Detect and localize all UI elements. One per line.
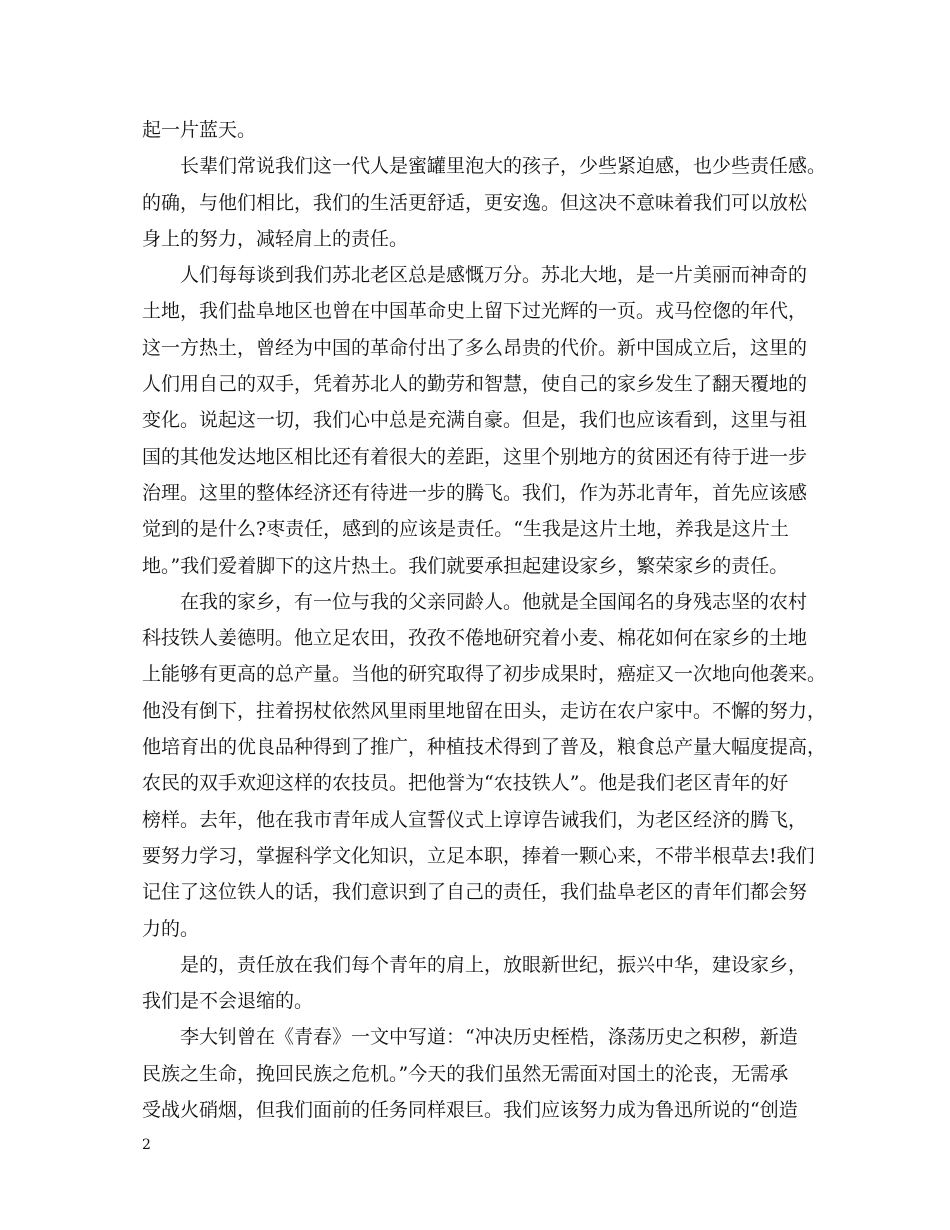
text-line: 力的。 [142,917,200,940]
text-line: 李大钊曾在《青春》一文中写道：“冲决历史桎梏，涤荡历史之积秽，新造 [180,1026,798,1049]
text-line: 变化。说起这一切，我们心中总是充满自豪。但是，我们也应该看到，这里与祖 [142,409,808,432]
text-line: 民族之生命，挽回民族之危机。”今天的我们虽然无需面对国土的沦丧，无需承 [142,1062,789,1085]
text-line: 治理。这里的整体经济还有待进一步的腾飞。我们，作为苏北青年，首先应该感 [142,481,808,504]
text-line: 我们是不会退缩的。 [142,990,314,1013]
text-line: 土地，我们盐阜地区也曾在中国革命史上留下过光辉的一页。戎马倥偬的年代， [142,300,808,323]
document-body [142,112,832,1128]
text-line: 这一方热土，曾经为中国的革命付出了多么昂贵的代价。新中国成立后，这里的 [142,336,808,359]
text-line: 人们用自己的双手，凭着苏北人的勤劳和智慧，使自己的家乡发生了翻天覆地的 [142,373,808,396]
text-line: 身上的努力，减轻肩上的责任。 [142,227,409,250]
text-line: 农民的双手欢迎这样的农技员。把他誉为“农技铁人”。他是我们老区青年的好 [142,772,789,795]
text-line: 他没有倒下，拄着拐杖依然风里雨里地留在田头，走访在农户家中。不懈的努力， [142,699,827,722]
text-line: 在我的家乡，有一位与我的父亲同龄人。他就是全国闻名的身残志坚的农村 [180,590,808,613]
text-line: 科技铁人姜德明。他立足农田，孜孜不倦地研究着小麦、棉花如何在家乡的土地 [142,627,808,650]
paragraph [142,1019,832,1128]
text-line: 人们每每谈到我们苏北老区总是感慨万分。苏北大地，是一片美丽而神奇的 [180,264,808,287]
text-line: 上能够有更高的总产量。当他的研究取得了初步成果时，癌症又一次地向他袭来。 [142,663,827,686]
text-line: 起一片蓝天。 [142,119,257,141]
paragraph [142,584,832,947]
text-line: 是的，责任放在我们每个青年的肩上，放眼新世纪，振兴中华，建设家乡， [180,953,808,976]
text-line: 要努力学习，掌握科学文化知识，立足本职，捧着一颗心来，不带半根草去!我们 [142,844,815,867]
text-line: 长辈们常说我们这一代人是蜜罐里泡大的孩子，少些紧迫感，也少些责任感。 [180,155,827,178]
text-line: 觉到的是什么?枣责任，感到的应该是责任。“生我是这片土地，养我是这片土 [142,518,789,541]
paragraph [142,947,832,1020]
paragraph [142,148,832,257]
paragraph [142,257,832,584]
text-line: 记住了这位铁人的话，我们意识到了自己的责任，我们盐阜老区的青年们都会努 [142,881,808,904]
text-line: 受战火硝烟，但我们面前的任务同样艰巨。我们应该努力成为鲁迅所说的“创造 [142,1099,798,1122]
text-line: 榜样。去年，他在我市青年成人宣誓仪式上谆谆告诫我们，为老区经济的腾飞， [142,808,808,831]
text-line: 的确，与他们相比，我们的生活更舒适，更安逸。但这决不意味着我们可以放松 [142,191,808,214]
text-line: 国的其他发达地区相比还有着很大的差距，这里个别地方的贫困还有待于进一步 [142,445,808,468]
paragraph [142,112,832,148]
page-number: 2 [142,1137,151,1153]
text-line: 他培育出的优良品种得到了推广，种植技术得到了普及，粮食总产量大幅度提高， [142,736,827,759]
text-line: 地。”我们爱着脚下的这片热土。我们就要承担起建设家乡，繁荣家乡的责任。 [142,554,789,577]
